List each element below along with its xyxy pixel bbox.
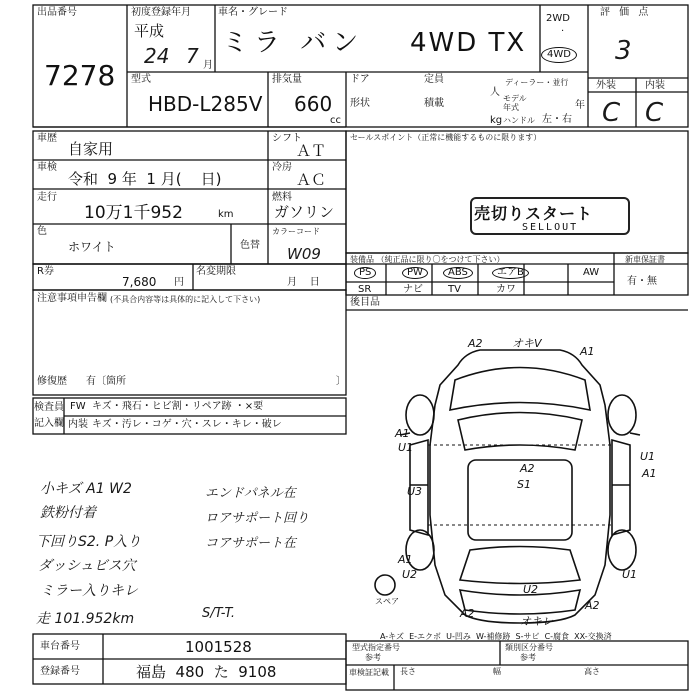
caution-sub: (不具合内容等は具体的に記入して下さい) (110, 295, 261, 304)
note-right-1: エンドパネル在 (205, 486, 296, 501)
ac-label: 冷房 (272, 162, 292, 173)
chassis-value: 1001528 (185, 638, 252, 656)
mark-s1: S1 (517, 478, 531, 491)
note-right-3: コアサポート在 (205, 536, 297, 551)
equip-aw: AW (583, 267, 600, 278)
first-reg-label: 初度登録年月 (131, 7, 191, 18)
name-change-label: 名変期限 (196, 266, 236, 277)
equip-pw: PW (402, 267, 428, 279)
repair-close: 〕 (336, 376, 346, 387)
displacement-unit: cc (330, 115, 341, 126)
note-line-6: 走 101.952km (36, 611, 135, 627)
equipment-label: 装備品 （純正品に限り〇をつけて下さい） (350, 255, 505, 264)
color-change-label: 色替 (240, 240, 260, 251)
shape-label: 形状 (350, 98, 370, 109)
recycle-unit: 円 (174, 277, 184, 288)
load-label: 積載 (424, 98, 444, 109)
mark-okire: オキレ (520, 615, 553, 628)
mark-u1-left: U1 (398, 441, 414, 454)
car-damage-diagram (360, 335, 690, 635)
note-line-4: ダッシュビス穴 (38, 558, 136, 574)
recycle-label: R券 (37, 266, 54, 277)
color-code-label: カラーコード (272, 227, 320, 236)
door-label: ドア (350, 74, 370, 85)
fuel-label: 燃料 (272, 192, 292, 203)
type-cert-ref: 参考 (365, 653, 381, 662)
eval-label: 評 価 点 (600, 7, 652, 18)
repair-label: 修復歴 (37, 376, 67, 387)
inspector-label-bottom: 記入欄 (34, 418, 64, 429)
mileage-unit: km (218, 209, 234, 220)
reg-value: 福島 480 た 9108 (136, 663, 277, 681)
sellout-stamp-sub: SELLOUT (522, 222, 579, 233)
equip-airbag: エアB (492, 267, 529, 279)
ac-value: ＡＣ (296, 171, 327, 189)
model-year-label: モデル年式 (503, 94, 527, 112)
drive-2wd: 2WD (546, 13, 570, 24)
equip-leather: カワ (496, 284, 516, 295)
exterior-grade: C (602, 98, 621, 128)
load-unit: kg (490, 115, 503, 126)
rear-label: 後目品 (350, 297, 380, 308)
mark-a1-left: A1 (395, 427, 410, 440)
lot-label: 出品番号 (37, 7, 77, 18)
mark-a1-lower: A1 (398, 553, 413, 566)
mark-u3: U3 (407, 485, 423, 498)
displacement-value: 660 (294, 92, 333, 116)
note-line-2: 鉄粉付着 (40, 505, 96, 521)
inspector-row1: キズ・飛石・ヒビ割・リペア跡 ・×要 (92, 401, 264, 412)
inspector-label-top: 検査員 (34, 402, 64, 413)
handle-value: 左・右 (542, 114, 572, 125)
equip-abs: ABS (443, 267, 473, 279)
history-value: 自家用 (68, 140, 114, 158)
mileage-label: 走行 (37, 192, 57, 203)
mark-u2-rear: U2 (523, 583, 539, 596)
car-name: ミラ バン (222, 28, 365, 58)
dealer-label: ディーラー・並行 (505, 78, 569, 87)
displacement-label: 排気量 (272, 74, 302, 85)
note-right-2: ロアサポート回り (205, 511, 310, 526)
diagram-legend: A-キズ E-エクボ U-凹み W-補修跡 S-サビ C-腐食 XX-交換済 (380, 632, 612, 641)
equip-sr: SR (358, 284, 372, 295)
mark-okiv: オキV (512, 337, 542, 350)
spare-label: スペア (375, 597, 399, 606)
inspection-label: 車検 (37, 162, 57, 173)
note-line-3: 下回りS2. P入り (36, 534, 142, 550)
mileage-value: 10万1千952 (84, 203, 183, 223)
car-grade: 4WD TX (410, 28, 527, 58)
reg-label: 登録番号 (40, 666, 80, 677)
warranty-value: 有・無 (627, 276, 657, 287)
equip-navi: ナビ (403, 284, 423, 295)
reg-month: 7 (186, 44, 199, 68)
equip-ps: PS (354, 267, 376, 279)
sellout-stamp (470, 197, 630, 235)
mark-u1-right: U1 (640, 450, 656, 463)
chassis-label: 車台番号 (40, 641, 80, 652)
mark-a2-roof: A2 (520, 462, 535, 475)
color-code: W09 (287, 245, 321, 263)
recycle-value: 7,680 (122, 275, 157, 289)
name-change-value: 月 日 (287, 277, 320, 288)
note-line-5: ミラー入りキレ (40, 583, 138, 599)
model-label: 型式 (131, 74, 151, 85)
inspection-value: 令和 9 年 1 月( 日) (68, 170, 222, 188)
mark-a2-rear: A2 (460, 607, 475, 620)
handle-label: ハンドル (503, 116, 535, 125)
eval-score: 3 (615, 36, 632, 66)
car-grade-label: 車名・グレード (218, 7, 288, 18)
shift-label: シフト (272, 133, 302, 144)
history-label: 車歴 (37, 133, 57, 144)
inspector-row2-head: 内装 (68, 419, 88, 430)
capacity-unit: 人 (490, 87, 500, 98)
reg-year: 24 (144, 44, 170, 68)
equip-tv: TV (448, 284, 461, 295)
year-unit: 年 (575, 100, 585, 111)
interior-grade: C (645, 98, 664, 128)
mark-a1-right: A1 (642, 467, 657, 480)
shift-value: ＡＴ (296, 142, 327, 160)
width-label: 幅 (493, 667, 501, 676)
category-label: 類別区分番号 (505, 643, 553, 652)
height-label: 高さ (584, 667, 600, 676)
sales-point-label: セールスポイント（正常に機能するものに限ります） (350, 133, 542, 142)
lot-number: 7278 (44, 59, 116, 92)
drive-separator: · (561, 26, 565, 37)
category-ref: 参考 (520, 653, 536, 662)
length-label: 長さ (400, 667, 416, 676)
capacity-label: 定員 (424, 74, 444, 85)
sellout-stamp-main: 売切りスタート (474, 204, 594, 223)
note-right-6: S/T-T. (202, 606, 235, 621)
exterior-label: 外装 (596, 80, 616, 91)
type-cert-label: 型式指定番号 (352, 643, 400, 652)
drive-4wd-circled: 4WD (541, 47, 577, 63)
mark-a1-top: A1 (580, 345, 595, 358)
color-value: ホワイト (68, 240, 116, 254)
warranty-label: 新車保証書 (625, 255, 665, 264)
mark-a2-rear-right: A2 (585, 599, 600, 612)
model-code: HBD-L285V (148, 92, 263, 116)
fuel-value: ガソリン (274, 203, 335, 221)
inspector-row1-head: FW (70, 401, 86, 412)
inspector-row2: キズ・汚レ・コゲ・穴・スレ・キレ・破レ (92, 419, 282, 430)
caution-label: 注意事項申告欄 (37, 293, 107, 304)
repair-value: 有〔箇所 (86, 376, 126, 387)
note-line-1: 小キズ A1 W2 (40, 481, 132, 497)
dims-label: 車検証記載 (349, 668, 389, 677)
month-unit: 月 (203, 60, 213, 71)
era: 平成 (134, 22, 165, 40)
mark-a2-top: A2 (468, 337, 483, 350)
color-label: 色 (37, 226, 47, 237)
interior-label: 内装 (645, 80, 665, 91)
mark-u2-left: U2 (402, 568, 418, 581)
mark-u1-lower: U1 (622, 568, 638, 581)
